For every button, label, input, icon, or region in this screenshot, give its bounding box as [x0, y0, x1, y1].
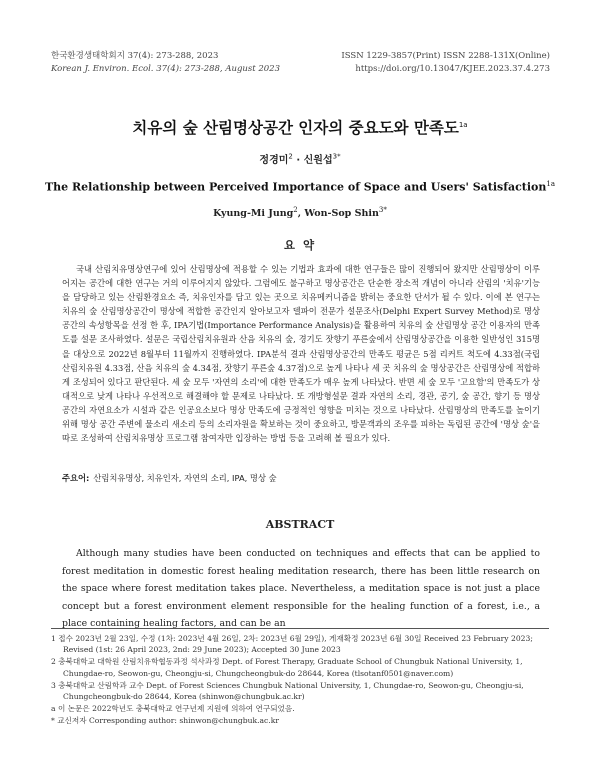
- doi-link[interactable]: https://doi.org/10.13047/KJEE.2023.37.4.273: [355, 64, 550, 74]
- footnote-received: 1 접수 2023년 2월 23일, 수정 (1차: 2023년 4월 26일, 2차: 2023년 6월 29일), 게재확정 2023년 6월 30일 Received 23 February 2023; Revised (1st: 26 April 2023, 2nd: 29 June 2023); Accepted 30 June 2023: [51, 634, 533, 655]
- author-1-en: Kyung-Mi Jung: [213, 208, 294, 220]
- footnote-author-3: 3 충북대학교 산림학과 교수 Dept. of Forest Sciences Chungbuk National University, 1, Chungdae-ro, Seowon-gu, Cheongju-si, Chungcheongbuk-do 28644, Korea (shinwon@chungbuk.ac.kr): [51, 680, 524, 702]
- author-2-en-mark: 3*: [378, 206, 387, 214]
- keywords-label: 주요어:: [62, 473, 90, 483]
- author-2-ko-mark: 3*: [332, 152, 341, 161]
- authors-ko: [0, 151, 600, 166]
- footnotes: [51, 633, 551, 728]
- paper-title-en: [0, 180, 600, 194]
- author-separator-ko: ·: [292, 155, 304, 166]
- paper-title-ko: [0, 116, 600, 138]
- footnote-funding: a 이 논문은 2022학년도 충북대학교 연구년제 지원에 의하여 연구되었음.: [51, 704, 295, 714]
- abstract-ko-heading: 요 약: [283, 238, 317, 252]
- abstract-en-heading: ABSTRACT: [265, 518, 335, 531]
- footnote-author-2: 2 충북대학교 대학원 산림치유학협동과정 석사과정 Dept. of Forest Therapy, Graduate School of Chungbuk National University, 1, Chungdae-ro, Seowon-gu, Cheongju-si, Chungcheongbuk-do 28644, Korea (tlsotanf0501@naver.com): [51, 657, 523, 678]
- title-en-text: The Relationship between Perceived Importance of Space and Users' Satisfaction: [44, 180, 547, 194]
- journal-citation-ko: 한국환경생태학회지 37(4): 273-288, 2023: [51, 51, 219, 61]
- author-1-en-mark: 2: [293, 206, 298, 214]
- author-1-ko-mark: 2: [288, 152, 293, 161]
- title-ko-text: 치유의 숲 산림명상공간 인자의 중요도와 만족도: [132, 119, 459, 137]
- abstract-ko-body: 국내 산림치유명상연구에 있어 산림명상에 적용할 수 있는 기법과 효과에 대한 연구들은 많이 진행되어 왔지만 산림명상이 이루어지는 공간에 대한 연구는 거의 이루어지지 않았다. 그럼에도 불구하고 명상공간은 단순한 장소적 개념이 아니라 산림의 '치유'기능을 담당하고 있는 산림환경요소 즉, 치유인자를 담고 있는 곳으로 치유메커니즘을 밝히는 중요한 단서가 될 수 있다. 이에 본 연구는 치유의 숲 산림명상공간이 명상에 적합한 공간인지 알아보고자 델파이 전문가 설문조사(Delphi Expert Survey Method)로 명상공간의 속성항목을 선정 한 후, IPA기법(Importance Performance Analysis)을 활용하여 치유의 숲 산림명상 공간 이용자의 만족도를 설문 조사하였다. 설문은 국립산림치유원과 산음 치유의 숲, 경기도 잣향기 푸른숲에서 산림명상공간을 이용한 일반성인 315명을 대상으로 2022년 8월부터 11월까지 진행하였다. IPA분석 결과 산림명상공간의 만족도 평균은 5점 리커트 척도에 4.33점(국립산림치유원 4.33점, 산음 치유의 숲 4.34점, 잣향기 푸른숲 4.37점)으로 높게 나타나 세 곳 치유의 숲 명상공간은 산림명상에 적합하게 조성되어 있다고 판단된다. 세 숲 모두 '자연의 소리'에 대한 만족도가 매우 높게 나타났다. 반면 세 숲 모두 '고요함'의 만족도가 상대적으로 낮게 나타나 우선적으로 해결해야 할 문제로 나타났다. 또 개방형설문 결과 자연의 소리, 경관, 공기, 숲 공간, 향기 등 명상공간의 자연요소가 시설과 같은 인공요소보다 명상 만족도에 긍정적인 영향을 미치는 것으로 나타났다. 산림명상의 만족도를 높이기 위해 명상 공간 주변에 물소리 새소리 등의 소리자원을 확보하는 것이 중요하고, 방문객과의 조우를 피하는 독립된 공간에 '명상 숲'을 따로 조성하여 산림치유명상 프로그램 참여자만 입장하는 방법 등을 고려해 볼 필요가 있다.: [62, 264, 540, 444]
- journal-citation-en: Korean J. Environ. Ecol. 37(4): 273-288, August 2023: [51, 64, 280, 74]
- journal-header: [51, 50, 280, 76]
- title-ko-footnote-mark: 1a: [458, 120, 468, 129]
- keywords-text: 산림치유명상, 치유인자, 자연의 소리, IPA, 명상 숲: [93, 473, 277, 483]
- title-en-footnote-mark: 1a: [546, 180, 556, 188]
- author-2-en: Won-Sop Shin: [304, 208, 379, 220]
- issn: ISSN 1229-3857(Print) ISSN 2288-131X(Online): [341, 51, 550, 61]
- author-1-ko: 정경미: [259, 155, 289, 166]
- abstract-en-body: Although many studies have been conducted on techniques and effects that can be applied to forest meditation in domestic forest healing meditation research, there has been little research on the space where forest meditation takes place. Nevertheless, a meditation space is not just a place concept but a forest environment element responsible for the healing function of a forest, i.e., a place containing healing factors, and can be an: [62, 548, 540, 629]
- footnote-divider: [51, 628, 549, 629]
- issn-header: [341, 50, 550, 76]
- keywords: [62, 472, 540, 485]
- author-2-ko: 신원섭: [303, 155, 333, 166]
- footnote-corresponding: * 교신저자 Corresponding author: shinwon@chungbuk.ac.kr: [51, 716, 279, 726]
- authors-en: [0, 206, 600, 219]
- author-separator-en: ,: [297, 208, 305, 220]
